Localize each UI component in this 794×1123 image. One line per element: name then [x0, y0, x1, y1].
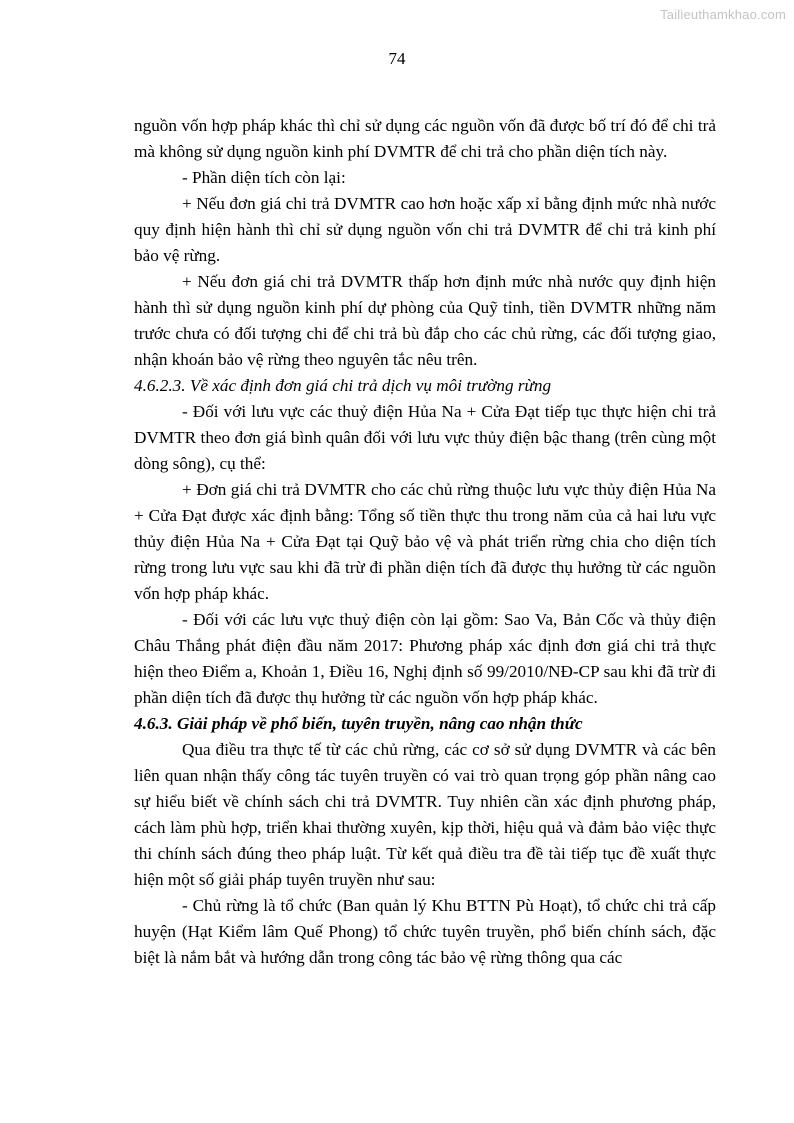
paragraph: - Chủ rừng là tổ chức (Ban quản lý Khu BTTN Pù Hoạt), tổ chức chi trả cấp huyện (Hạt Kiểm lâm Quế Phong) tổ chức tuyên truyền, phổ biến chính sách, đặc biệt là nắm bắt và hướng dẫn trong công tác bảo vệ rừng thông qua các	[134, 896, 716, 967]
paragraph: - Đối với các lưu vực thuỷ điện còn lại gồm: Sao Va, Bản Cốc và thủy điện Châu Thắng phát điện đầu năm 2017: Phương pháp xác định đơn giá chi trả thực hiện theo Điểm a, Khoản 1, Điều 16, Nghị định số 99/2010/NĐ-CP sau khi đã trừ đi phần diện tích đã được thụ hưởng từ các nguồn vốn hợp pháp khác.	[134, 610, 716, 707]
section-heading-4-6-2-3: 4.6.2.3. Về xác định đơn giá chi trả dịch vụ môi trường rừng	[134, 376, 552, 395]
paragraph: + Đơn giá chi trả DVMTR cho các chủ rừng thuộc lưu vực thủy điện Hủa Na + Cửa Đạt được xác định bằng: Tổng số tiền thực thu trong năm của cả hai lưu vực thủy điện Hủa Na + Cửa Đạt tại Quỹ bảo vệ và phát triển rừng chia cho diện tích rừng trong lưu vực sau khi đã trừ đi phần diện tích đã được thụ hưởng từ các nguồn vốn hợp pháp khác.	[134, 480, 716, 603]
watermark: Tailieuthamkhao.com	[660, 7, 786, 22]
paragraph: Qua điều tra thực tế từ các chủ rừng, các cơ sở sử dụng DVMTR và các bên liên quan nhận thấy công tác tuyên truyền có vai trò quan trọng góp phần nâng cao sự hiểu biết về chính sách chi trả DVMTR. Tuy nhiên cần xác định phương pháp, cách làm phù hợp, triển khai thường xuyên, kịp thời, hiệu quả và đảm bảo việc thực thi chính sách đúng theo pháp luật. Từ kết quả điều tra đề tài tiếp tục đề xuất thực hiện một số giải pháp tuyên truyền như sau:	[134, 740, 716, 889]
paragraph: - Phần diện tích còn lại:	[182, 168, 346, 187]
document-body	[134, 113, 716, 971]
page-number: 74	[388, 49, 406, 68]
paragraph: + Nếu đơn giá chi trả DVMTR cao hơn hoặc xấp xỉ bằng định mức nhà nước quy định hiện hành thì chỉ sử dụng nguồn vốn chi trả DVMTR để chi trả kinh phí bảo vệ rừng.	[134, 194, 716, 265]
paragraph: nguồn vốn hợp pháp khác thì chỉ sử dụng các nguồn vốn đã được bố trí đó để chi trả mà không sử dụng nguồn kinh phí DVMTR để chi trả cho phần diện tích này.	[134, 116, 716, 161]
paragraph: - Đối với lưu vực các thuỷ điện Hủa Na + Cửa Đạt tiếp tục thực hiện chi trả DVMTR theo đơn giá bình quân đối với lưu vực thủy điện bậc thang (trên cùng một dòng sông), cụ thể:	[134, 402, 716, 473]
section-heading-4-6-3: 4.6.3. Giải pháp về phổ biến, tuyên truyền, nâng cao nhận thức	[134, 714, 583, 733]
paragraph: + Nếu đơn giá chi trả DVMTR thấp hơn định mức nhà nước quy định hiện hành thì sử dụng nguồn kinh phí dự phòng của Quỹ tỉnh, tiền DVMTR những năm trước chưa có đối tượng chi để chi trả bù đắp cho các chủ rừng, các đối tượng giao, nhận khoán bảo vệ rừng theo nguyên tắc nêu trên.	[134, 272, 716, 369]
